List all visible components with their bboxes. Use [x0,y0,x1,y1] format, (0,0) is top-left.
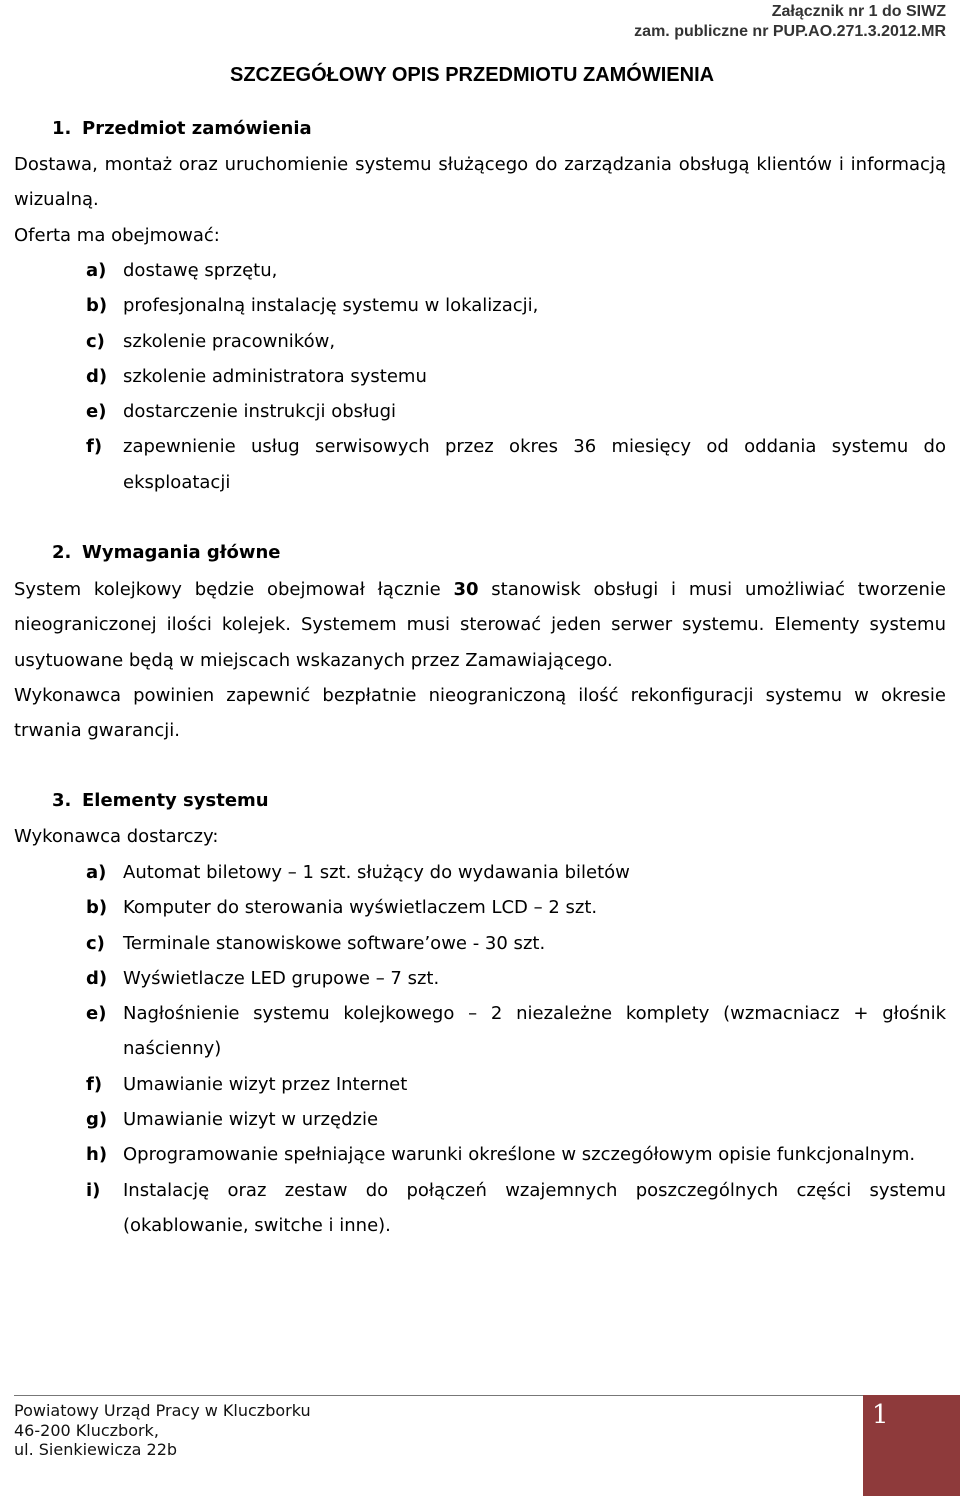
section-2-paragraph-1 [14,572,946,678]
list-item [86,1137,946,1172]
list-item [86,359,946,394]
item-text: Umawianie wizyt w urzędzie [123,1109,379,1131]
item-text: Instalację oraz zestaw do połączeń wzajemnych poszczególnych części systemu (okablowanie, switche i inne). [123,1179,946,1236]
item-text: Automat biletowy – 1 szt. służący do wydawania biletów [123,862,630,883]
section-number: 1. [52,118,72,139]
item-letter: i) [86,1179,101,1201]
list-item [86,253,946,288]
item-letter: d) [86,967,108,989]
list-item [86,855,946,890]
offer-list [86,253,946,500]
postal-code-city: 46-200 Kluczbork, [14,1420,159,1440]
section-number: 2. [52,542,72,563]
item-letter: d) [86,365,108,387]
list-item [86,1173,946,1244]
components-list [86,855,946,1243]
list-item [86,1102,946,1137]
item-text: szkolenie pracowników, [123,330,336,352]
section-title: Elementy systemu [82,790,269,811]
item-text: Komputer do sterowania wyświetlaczem LCD – 2 szt. [123,897,598,919]
item-text: dostawę sprzętu, [123,260,278,281]
item-letter: c) [86,932,105,954]
item-letter: f) [86,436,103,458]
item-text: zapewnienie usług serwisowych przez okres 36 miesięcy od oddania systemu do eksploatacji [123,436,946,493]
section-1-heading [52,117,312,141]
item-letter: c) [86,330,105,352]
item-letter: e) [86,1003,107,1025]
section-3-lead: Wykonawca dostarczy: [14,826,219,847]
document-title: SZCZEGÓŁOWY OPIS PRZEDMIOTU ZAMÓWIENIA [230,64,715,86]
section-2-heading [52,541,281,565]
street-address: ul. Sienkiewicza 22b [14,1440,178,1459]
footer-divider [14,1395,864,1396]
paragraph-text: System kolejkowy będzie obejmował łącznie [14,579,454,600]
order-number: zam. publiczne nr PUP.AO.271.3.2012.MR [634,23,946,40]
item-text: Umawianie wizyt przez Internet [123,1073,408,1095]
attachment-label: Załącznik nr 1 do SIWZ [771,3,946,20]
list-item [86,890,946,925]
section-title: Przedmiot zamówienia [82,118,312,139]
item-text: Oprogramowanie spełniające warunki określone w szczegółowym opisie funkcjonalnym. [123,1144,916,1166]
list-item [86,429,946,500]
item-text: szkolenie administratora systemu [123,365,427,387]
footer-address [14,1401,311,1460]
item-letter: b) [86,295,108,317]
item-text: Wyświetlacze LED grupowe – 7 szt. [123,967,440,989]
item-text: Nagłośnienie systemu kolejkowego – 2 niezależne komplety (wzmacniacz + głośnik naścienny) [123,1003,946,1060]
list-item [86,288,946,323]
list-item [86,961,946,996]
item-letter: e) [86,401,107,423]
paragraph-text: stanowisk obsługi i musi umożliwiać tworzenie nieograniczonej ilości kolejek. Systemem musi sterować jeden serwer systemu. Elementy systemu usytuowane będą w miejscach wskazanych przez Zamawiającego. [14,579,946,671]
offer-lead: Oferta ma obejmować: [14,225,220,246]
section-1-intro: Dostawa, montaż oraz uruchomienie systemu służącego do zarządzania obsługą klientów i informacją wizualną. [14,154,946,211]
section-title: Wymagania główne [82,542,281,563]
item-letter: a) [86,260,107,281]
item-letter: b) [86,897,108,919]
attachment-header [634,2,946,42]
list-item [86,324,946,359]
item-text: Terminale stanowiskowe software’owe - 30 szt. [123,932,546,954]
item-letter: g) [86,1109,108,1131]
list-item [86,996,946,1067]
item-text: profesjonalną instalację systemu w lokalizacji, [123,295,539,317]
workstation-count: 30 [453,579,479,600]
item-letter: a) [86,862,107,883]
section-3-heading [52,789,269,813]
list-item [86,1067,946,1102]
item-letter: f) [86,1073,103,1095]
list-item [86,394,946,429]
item-letter: h) [86,1144,108,1166]
list-item [86,926,946,961]
item-text: dostarczenie instrukcji obsługi [123,401,396,423]
office-name: Powiatowy Urząd Pracy w Kluczborku [14,1401,311,1420]
page-number: 1 [872,1400,889,1430]
section-number: 3. [52,790,72,811]
section-2-paragraph-2: Wykonawca powinien zapewnić bezpłatnie nieograniczoną ilość rekonfiguracji systemu w okresie trwania gwarancji. [14,685,946,742]
